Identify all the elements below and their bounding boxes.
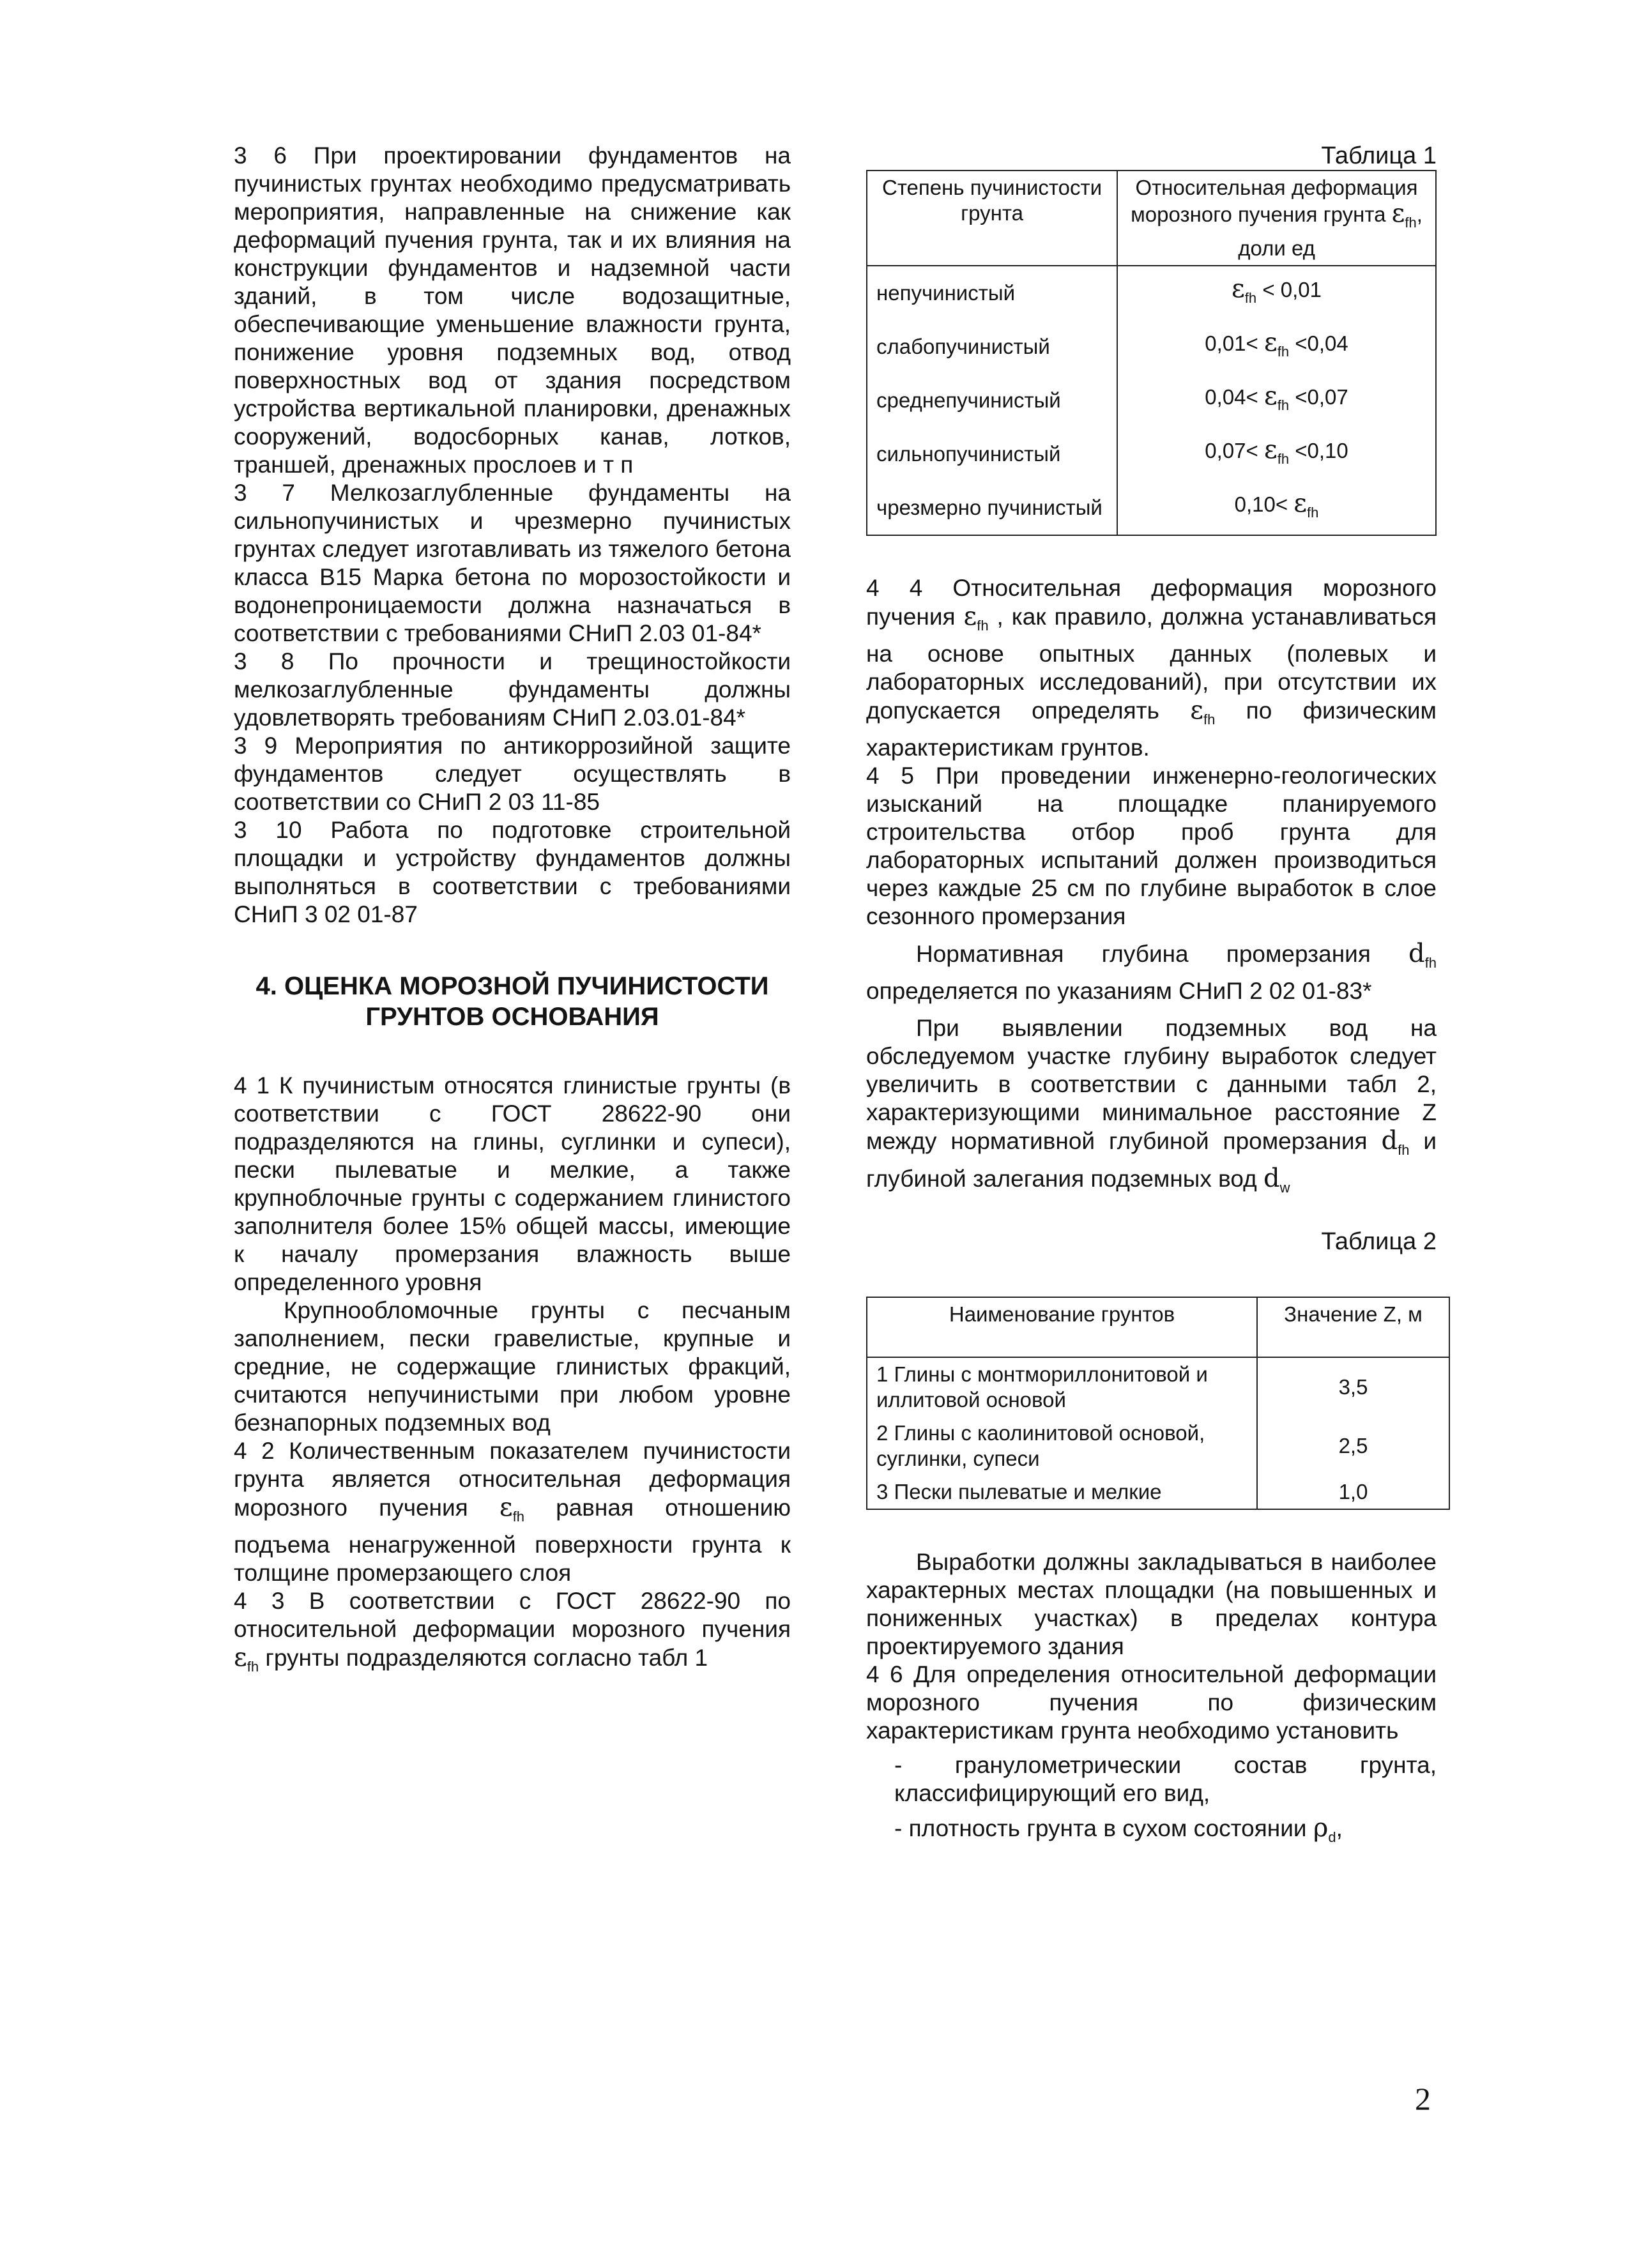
p42-text-b: равная отношению подъема ненагруженной поверхности грунта к толщине промерзающего слоя (234, 1495, 791, 1586)
paragraph-3-6: 3 6 При проектировании фундаментов на пучинистых грунтах необходимо предусматривать мероприятия, направленные на снижение как деформаций пучения грунта, так и их влияния на конструкции фундаментов и надземной части зданий, в том числе водозащитные, обеспечивающие уменьшение влажности грунта, понижение уровня подземных вод, отвод поверхностных вод от здания посредством устройства вертикальной планировки, дренажных сооружений, водосборных канав, лотков, траншей, дренажных прослоев и т п (234, 142, 791, 478)
section-title: 4. ОЦЕНКА МОРОЗНОЙ ПУЧИНИСТОСТИ ГРУНТОВ ОСНОВАНИЯ (256, 972, 769, 1031)
value-pre: 0,10< (1234, 492, 1288, 516)
paragraph-4-1-coarse: Крупнообломочные грунты с песчаным заполнением, пески гравелистые, крупные и средние, не содержащие глинистых фракций, считаются непучинистыми при любом уровне безнапорных подземных вод (234, 1297, 791, 1436)
table-row (867, 481, 1436, 535)
table1-row-value (1117, 374, 1436, 427)
table1-row-value (1117, 266, 1436, 320)
epsilon-symbol: ε (234, 1643, 247, 1672)
paragraph-3-8: 3 8 По прочности и трещиностойкости мелкозаглубленные фундаменты должны удовлетворять требованиям СНиП 2.03.01-84* (234, 648, 791, 731)
table2-row-value: 1,0 (1257, 1475, 1449, 1509)
table1-row-name: непучинистый (867, 266, 1117, 320)
paragraph-groundwater (866, 1014, 1437, 1202)
table2-row-name: 3 Пески пылеватые и мелкие (867, 1475, 1257, 1509)
table2-row-value: 3,5 (1257, 1357, 1449, 1417)
value-post: < 0,01 (1262, 277, 1322, 301)
epsilon-symbol: ε (1190, 696, 1203, 725)
fh-subscript: fh (1277, 450, 1290, 467)
table1-row-name: слабопучинистый (867, 320, 1117, 374)
epsilon-symbol: ε (499, 1493, 513, 1522)
paragraph-4-5: 4 5 При проведении инженерно-геологических изысканий на площадке планируемого строительства отбор проб грунта для лабораторных испытаний должен производиться через каждые 25 см по глубине выработок в слое сезонного промерзания (866, 763, 1437, 929)
table2-header-col2: Значение Z, м (1257, 1297, 1449, 1357)
table2-row-name: 2 Глины с каолинитовой основой, суглинки, супеси (867, 1417, 1257, 1475)
table2 (866, 1297, 1450, 1510)
table1-row-value (1117, 481, 1436, 535)
table2-header (867, 1297, 1449, 1357)
table1 (866, 170, 1437, 536)
value-post: <0,10 (1295, 438, 1348, 462)
paragraph-4-4 (866, 574, 1437, 762)
paragraph-workings: Выработки должны закладываться в наиболее характерных местах площадки (на повышенных и пониженных участках) в пределах контура проектируемого здания (866, 1549, 1437, 1659)
paragraph-4-1: 4 1 К пучинистым относятся глинистые грунты (в соответствии с ГОСТ 28622-90 они подразделяются на глины, суглинки и супеси), пески пылеватые и мелкие, а также крупноблочные грунты с содержанием глинистого заполнителя более 15% общей массы, имеющие к началу промерзания влажность выше определенного уровня (234, 1072, 791, 1295)
paragraph-3-9: 3 9 Мероприятия по антикоррозийной защите фундаментов следует осуществлять в соответствии со СНиП 2 03 11-85 (234, 733, 791, 815)
paragraph-4-2 (234, 1437, 791, 1587)
epsilon-symbol: ε (1293, 488, 1308, 518)
table-row (867, 1357, 1449, 1417)
paragraph-4-3 (234, 1587, 791, 1681)
d-symbol: d (1263, 1164, 1280, 1193)
list-item: - гранулометрическии состав грунта, классифицирующий его вид, (894, 1752, 1437, 1806)
fh-subscript: fh (1203, 712, 1216, 727)
value-post: <0,07 (1295, 384, 1348, 409)
epsilon-symbol: ε (1263, 434, 1278, 464)
table1-caption: Таблица 1 (1321, 142, 1437, 169)
paragraph-3-7: 3 7 Мелкозаглубленные фундаменты на сильнопучинистых и чрезмерно пучинистых грунтах следует изготавливать из тяжелого бетона класса В15 Марка бетона по морозостойкости и водонепроницаемости должна назначаться в соответствии с требованиями СНиП 2.03 01-84* (234, 480, 791, 646)
value-pre: 0,04< (1205, 384, 1258, 409)
table1-header-col1: Степень пучинистости грунта (867, 171, 1117, 266)
p42-text-a: 4 2 Количественным показателем пучинистости грунта является относительная деформация морозного пучения (234, 1438, 791, 1521)
p45c-text-a: При выявлении подземных вод на обследуемом участке глубину выработок следует увеличить в соответствии с данными табл 2, характеризующими минимальное расстояние Z между нормативной глубиной промерзания (866, 1015, 1437, 1154)
table1-row-name: среднепучинистый (867, 374, 1117, 427)
p45b-text-a: Нормативная глубина промерзания (916, 941, 1371, 967)
page-number: 2 (1415, 2081, 1431, 2117)
left-column (234, 142, 791, 1681)
d-subscript: d (1328, 1829, 1336, 1845)
table1-row-name: чрезмерно пучинистый (867, 481, 1117, 535)
p44-text-a: 4 4 Относительная деформация морозного пучения (866, 575, 1437, 630)
right-column (866, 142, 1437, 1852)
d-symbol: d (1408, 939, 1425, 968)
table2-caption: Таблица 2 (1321, 1228, 1437, 1255)
fh-subscript: fh (1405, 215, 1417, 231)
fh-subscript: fh (1244, 289, 1257, 306)
table-row (867, 374, 1436, 427)
list-item-text: - плотность грунта в сухом состоянии (894, 1815, 1307, 1841)
epsilon-symbol: ε (1263, 327, 1278, 357)
table1-header-col2-text: Относительная деформация морозного пучения грунта (1131, 176, 1418, 226)
table1-row-value (1117, 427, 1436, 481)
fh-subscript: fh (1277, 343, 1290, 360)
fh-subscript: fh (1277, 397, 1290, 413)
table1-header (867, 171, 1436, 266)
fh-subscript: fh (512, 1509, 524, 1525)
fh-subscript: fh (1307, 504, 1319, 521)
d-symbol: d (1381, 1126, 1398, 1155)
paragraph-4-6: 4 6 Для определения относительной деформации морозного пучения по физическим характеристикам грунта необходимо установить (866, 1661, 1437, 1744)
fh-subscript: fh (247, 1659, 259, 1675)
table2-header-col1: Наименование грунтов (867, 1297, 1257, 1357)
w-subscript: w (1279, 1180, 1290, 1196)
p45b-text-b: определяется по указаниям СНиП 2 02 01-83* (866, 978, 1372, 1004)
table-row (867, 1475, 1449, 1509)
table1-header-col2 (1117, 171, 1436, 266)
epsilon-symbol: ε (1232, 273, 1245, 303)
table2-row-value: 2,5 (1257, 1417, 1449, 1475)
epsilon-symbol: ε (963, 602, 977, 631)
table-row (867, 1417, 1449, 1475)
table-row (867, 266, 1436, 320)
epsilon-symbol: ε (1263, 381, 1278, 411)
epsilon-symbol: ε (1391, 199, 1405, 228)
p44-text-b: , как правило, должна устанавливаться на основе опытных данных (полевых и лабораторных исследований), при отсутствии их допускается определять (866, 604, 1437, 724)
value-pre: 0,07< (1205, 438, 1258, 462)
p43-text-b: грунты подразделяются согласно табл 1 (265, 1645, 708, 1671)
value-post: <0,04 (1295, 331, 1348, 355)
table1-row-value (1117, 320, 1436, 374)
table-row (867, 320, 1436, 374)
list-item: - плотность грунта в сухом состоянии $\rho_d$, (894, 1813, 1343, 1845)
table1-header-col2-unit: , доли ед (1238, 202, 1423, 260)
paragraph-normative-depth (866, 940, 1437, 1005)
table-row (867, 427, 1436, 481)
rho-symbol: ρ (1313, 1813, 1329, 1843)
p44-text-c: по физическим характеристикам грунтов. (866, 697, 1437, 761)
value-pre: 0,01< (1205, 331, 1258, 355)
table1-row-name: сильнопучинистый (867, 427, 1117, 481)
fh-subscript: fh (977, 618, 989, 634)
p45c-text-b: и глубиной залегания подземных вод (866, 1128, 1437, 1192)
fh-subscript: fh (1424, 955, 1437, 971)
paragraph-3-10: 3 10 Работа по подготовке строительной площадки и устройству фундаментов должны выполняться в соответствии с требованиями СНиП 3 02 01-87 (234, 817, 791, 927)
p43-text-a: 4 3 В соответствии с ГОСТ 28622-90 по относительной деформации морозного пучения (234, 1588, 791, 1642)
fh-subscript: fh (1398, 1142, 1410, 1158)
table2-row-name: 1 Глины с монтмориллонитовой и иллитовой основой (867, 1357, 1257, 1417)
